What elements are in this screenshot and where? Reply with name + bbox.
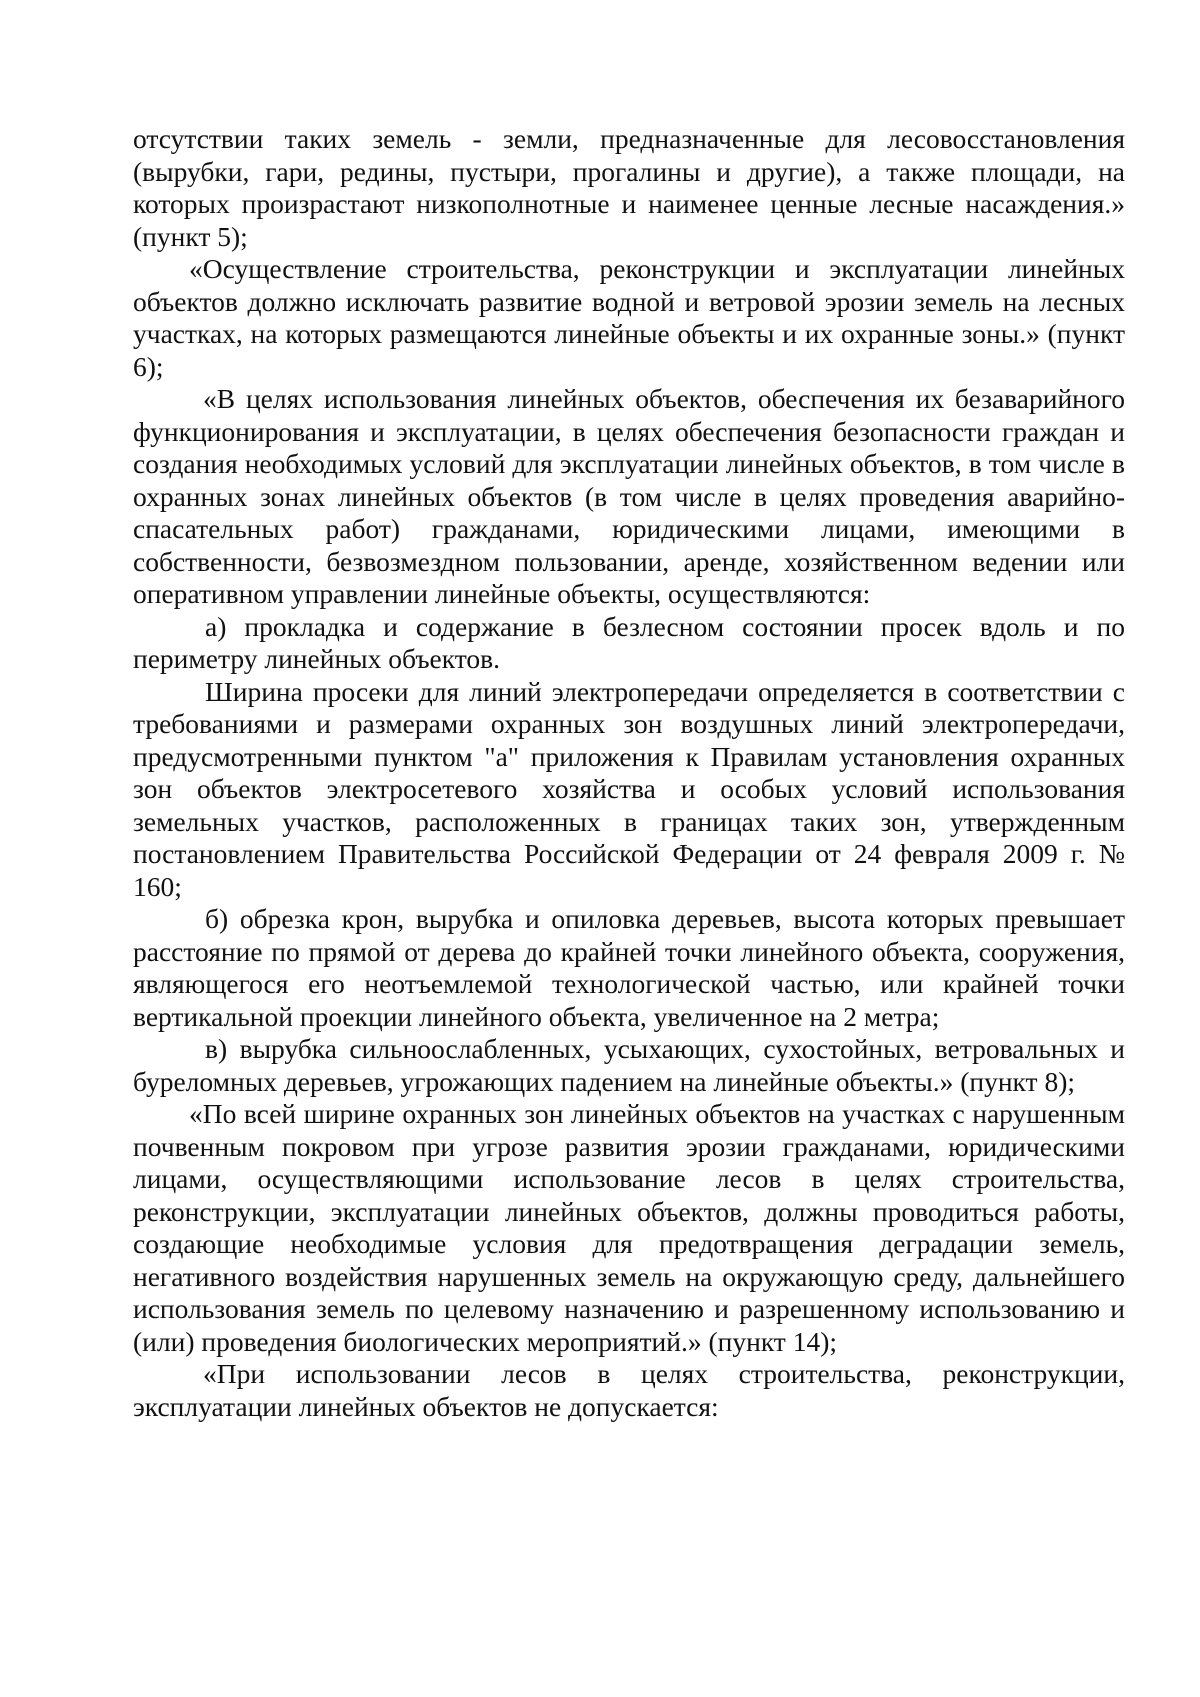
paragraph-point-8-intro: «В целях использования линейных объектов, обеспечения их безаварийного функционирования и эксплуатации, в целях обеспечения безопасности граждан и создания необходимых условий для эксплуатации линейных объектов, в том числе в охранных зонах линейных объектов (в том числе в целях проведения аварийно-спасательных работ) гражданами, юридическими лицами, имеющими в собственности, безвозмездном пользовании, аренде, хозяйственном ведении или оперативном управлении линейные объекты, осуществляются: (133, 383, 1125, 609)
paragraph-item-b: б) обрезка крон, вырубка и опиловка деревьев, высота которых превышает расстояние по прямой от дерева до крайней точки линейного объекта, сооружения, являющегося его неотъемлемой технологической частью, или крайней точки вертикальной проекции линейного объекта, увеличенное на 2 метра; (133, 903, 1125, 1032)
paragraph-clearing-width: Ширина просеки для линий электропередачи определяется в соответствии с требованиями и размерами охранных зон воздушных линий электропередачи, предусмотренными пунктом "а" приложения к Правилам установления охранных зон объектов электросетевого хозяйства и особых условий использования земельных участков, расположенных в границах таких зон, утвержденным постановлением Правительства Российской Федерации от 24 февраля 2009 г. № 160; (133, 675, 1125, 902)
paragraph-point-6: «Осуществление строительства, реконструкции и эксплуатации линейных объектов должно исключать развитие водной и ветровой эрозии земель на лесных участках, на которых размещаются линейные объекты и их охранные зоны.» (пункт 6); (133, 253, 1125, 382)
paragraph-continuation: отсутствии таких земель - земли, предназначенные для лесовосстановления (вырубки, гари, редины, пустыри, прогалины и другие), а также площади, на которых произрастают низкополнотные и наименее ценные лесные насаждения.» (пункт 5); (133, 123, 1125, 252)
document-page (133, 123, 1125, 1423)
paragraph-item-v: в) вырубка сильноослабленных, усыхающих, сухостойных, ветровальных и буреломных деревьев, угрожающих падением на линейные объекты.» (пункт 8); (133, 1033, 1125, 1097)
paragraph-not-allowed-intro: «При использовании лесов в целях строительства, реконструкции, эксплуатации линейных объектов не допускается: (133, 1358, 1125, 1422)
paragraph-point-14: «По всей ширине охранных зон линейных объектов на участках с нарушенным почвенным покровом при угрозе развития эрозии гражданами, юридическими лицами, осуществляющими использование лесов в целях строительства, реконструкции, эксплуатации линейных объектов, должны проводиться работы, создающие необходимые условия для предотвращения деградации земель, негативного воздействия нарушенных земель на окружающую среду, дальнейшего использования земель по целевому назначению и разрешенному использованию и (или) проведения биологических мероприятий.» (пункт 14); (133, 1098, 1125, 1357)
paragraph-item-a: а) прокладка и содержание в безлесном состоянии просек вдоль и по периметру линейных объектов. (133, 610, 1125, 674)
